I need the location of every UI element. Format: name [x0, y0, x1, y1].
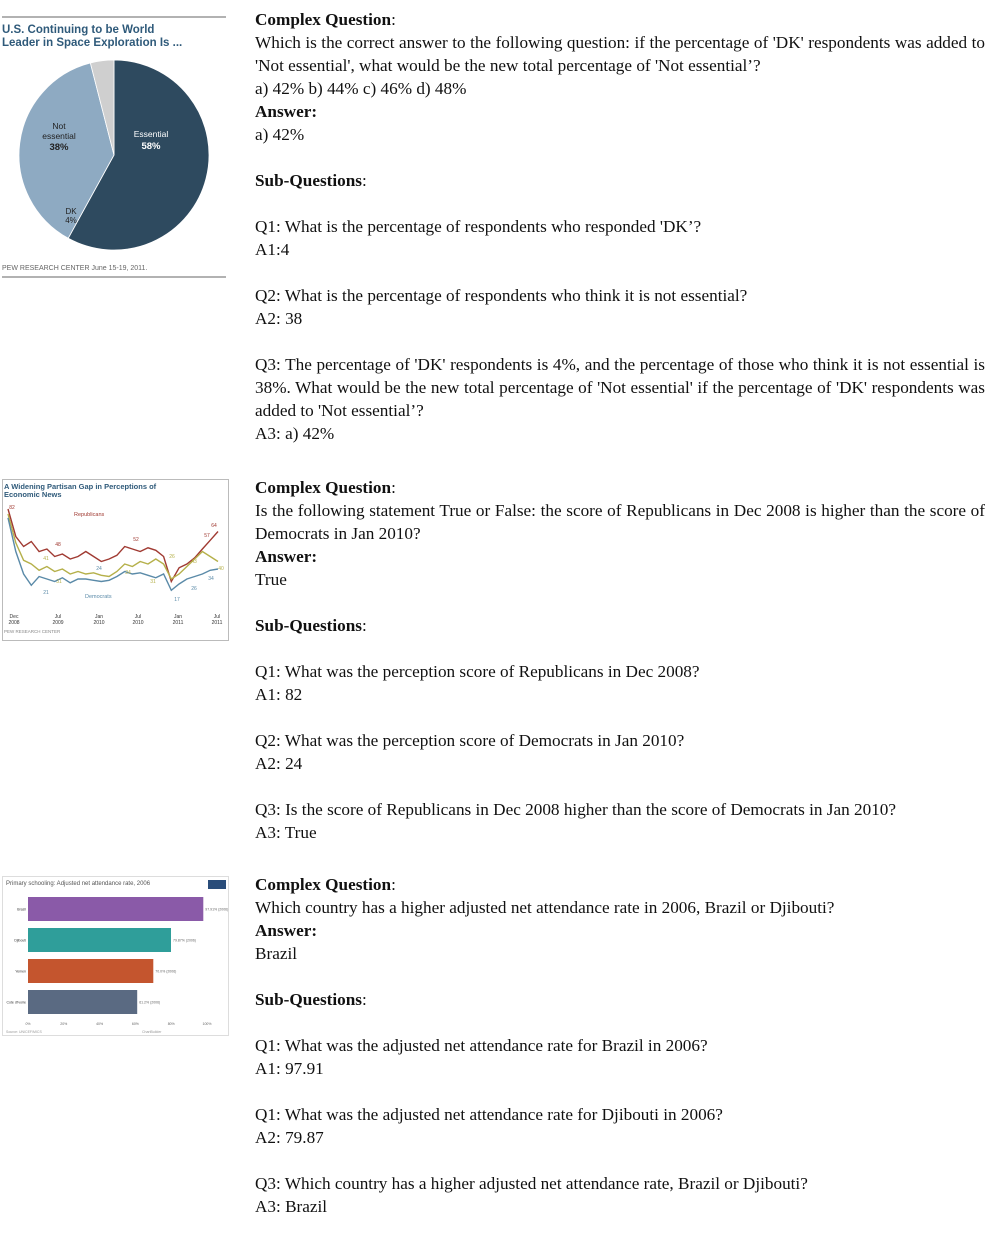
bar-brazil [28, 897, 203, 921]
pie-label-dk: DK [65, 207, 77, 216]
bar-value-label: 70.0% (2006) [155, 969, 177, 974]
point-label: 41 [43, 556, 49, 562]
sub-question-1: Q1: What was the adjusted net attendance rate for Brazil in 2006? [255, 1036, 708, 1055]
point-label: 24 [125, 570, 131, 576]
colon: : [362, 990, 367, 1009]
sub-questions-label: Sub-Questions [255, 616, 362, 635]
bar-chart [2, 876, 229, 1036]
legend-republicans: Republicans [74, 512, 105, 518]
sub-question-3: Q3: Is the score of Republicans in Dec 2008 higher than the score of Democrats in Jan 2010? [255, 800, 897, 819]
x-tick-label: 0% [25, 1022, 31, 1026]
point-label: 40 [218, 566, 224, 572]
complex-question-text: Which country has a higher adjusted net attendance rate in 2006, Brazil or Djibouti? [255, 898, 835, 917]
point-label: 21 [43, 590, 49, 596]
sub-answer-2: A2: 79.87 [255, 1128, 324, 1147]
complex-question-label: Complex Question [255, 478, 392, 497]
x-tick-label: 100% [202, 1022, 212, 1026]
bar-title: Primary schooling: Adjusted net attendance rate, 2006 [6, 881, 151, 887]
bar-category-label: Yemen [15, 969, 26, 974]
pie-title-line2: Leader in Space Exploration Is ... [2, 37, 183, 49]
pie-title-line1: U.S. Continuing to be World [2, 24, 155, 36]
line-title-1: A Widening Partisan Gap in Perceptions of [4, 482, 157, 491]
complex-question-label: Complex Question [255, 875, 392, 894]
pie-slices [19, 60, 209, 250]
bar-category-label: Djibouti [14, 938, 26, 943]
bar-value-label: 97.91% (2006) [205, 907, 229, 912]
pie-label-not-1: Not [52, 121, 66, 131]
x-tick-label: 60% [131, 1022, 139, 1026]
point-label: 57 [204, 533, 210, 539]
bar-category-label: Brazil [17, 907, 26, 912]
pie-label-essential: Essential [133, 129, 169, 139]
sub-questions-label: Sub-Questions [255, 171, 362, 190]
colon: : [362, 171, 367, 190]
sub-answer-3: A3: a) 42% [255, 424, 335, 443]
sub-answer-1: A1:4 [255, 240, 290, 259]
sub-answer-1: A1: 82 [255, 685, 303, 704]
x-tick-label: Jan [94, 614, 104, 620]
point-label: 26 [169, 554, 175, 560]
answer-label: Answer: [255, 547, 318, 566]
colon: : [391, 478, 396, 497]
pie-label-not-2: essential [42, 131, 76, 141]
x-tick-label: 40% [96, 1022, 104, 1026]
x-tick-label: 2009 [52, 620, 64, 626]
point-label: 82 [9, 505, 15, 511]
bar-cote-d-ivoire [28, 990, 137, 1014]
x-tick-label: 2010 [132, 620, 144, 626]
line-source: PEW RESEARCH CENTER [4, 629, 61, 634]
point-label: 52 [133, 537, 139, 543]
bar-djibouti [28, 928, 171, 952]
answer-text: True [255, 570, 287, 589]
x-tick-label: Jul [134, 614, 142, 620]
point-label: 43 [191, 559, 197, 565]
answer-text: a) 42% [255, 125, 305, 144]
question-block-1 [255, 8, 985, 445]
point-label: 24 [96, 566, 102, 572]
sub-answer-3: A3: True [255, 823, 317, 842]
pie-label-not-pct: 38% [49, 142, 69, 153]
x-tick-label: 80% [167, 1022, 175, 1026]
bar-value-label: 61.2% (2006) [139, 1000, 161, 1005]
line-title-2: Economic News [4, 490, 62, 499]
sub-answer-1: A1: 97.91 [255, 1059, 324, 1078]
pie-chart [2, 16, 226, 278]
point-label: 26 [191, 586, 197, 592]
x-tick-label: Jan [173, 614, 183, 620]
sub-answer-3: A3: Brazil [255, 1197, 328, 1216]
pie-label-essential-pct: 58% [141, 141, 161, 152]
bar-yemen [28, 959, 153, 983]
question-block-3 [255, 873, 985, 1218]
answer-options: a) 42% b) 44% c) 46% d) 48% [255, 79, 467, 98]
bar-source: Source: UNICEF/MICS [6, 1030, 42, 1034]
complex-question-text: Which is the correct answer to the following question: if the percentage of 'DK' respondents was added to 'Not essential', what would be the new total percentage of 'Not essential’? [255, 33, 985, 75]
logo-badge [208, 880, 226, 889]
bar-value-label: 79.87% (2006) [173, 938, 196, 943]
pie-source: PEW RESEARCH CENTER June 15-19, 2011. [2, 265, 148, 272]
answer-label: Answer: [255, 102, 318, 121]
complex-question-label: Complex Question [255, 10, 392, 29]
sub-question-1: Q1: What is the percentage of respondents who responded 'DK’? [255, 217, 702, 236]
legend-democrats: Democrats [85, 594, 112, 600]
pie-chart-thumbnail [2, 16, 226, 278]
point-label: 34 [208, 576, 214, 582]
sub-question-3: Q3: The percentage of 'DK' respondents is 4%, and the percentage of those who think it is not essential is 38%. What would be the new total percentage of 'Not essential' if the percentage of 'DK' respondents was added to 'Not essential’? [255, 355, 985, 420]
sub-answer-2: A2: 24 [255, 754, 303, 773]
pie-label-dk-pct: 4% [65, 216, 77, 225]
colon: : [391, 10, 396, 29]
point-label: 48 [55, 542, 61, 548]
x-tick-label: Jul [54, 614, 62, 620]
sub-question-1: Q1: What was the perception score of Republicans in Dec 2008? [255, 662, 700, 681]
x-tick-label: 2010 [93, 620, 105, 626]
line-chart-thumbnail [2, 479, 229, 641]
answer-label: Answer: [255, 921, 318, 940]
complex-question-text: Is the following statement True or False: the score of Republicans in Dec 2008 is higher than the score of Democrats in Jan 2010? [255, 501, 985, 543]
x-tick-label: Jul [213, 614, 221, 620]
sub-questions-label: Sub-Questions [255, 990, 362, 1009]
line-chart [2, 479, 229, 641]
bar-chart-thumbnail [2, 876, 229, 1036]
point-label: 31 [56, 579, 62, 585]
point-label: 31 [150, 579, 156, 585]
sub-question-2: Q2: What was the perception score of Democrats in Jan 2010? [255, 731, 685, 750]
x-tick-label: 2008 [8, 620, 20, 626]
colon: : [362, 616, 367, 635]
sub-question-3: Q3: Which country has a higher adjusted net attendance rate, Brazil or Djibouti? [255, 1174, 808, 1193]
sub-answer-2: A2: 38 [255, 309, 303, 328]
colon: : [391, 875, 396, 894]
sub-question-2: Q1: What was the adjusted net attendance rate for Djibouti in 2006? [255, 1105, 723, 1124]
sub-question-2: Q2: What is the percentage of respondents who think it is not essential? [255, 286, 748, 305]
x-tick-label: 2011 [172, 620, 184, 626]
question-block-2 [255, 476, 985, 844]
bar-note: ChartBuilder [142, 1030, 162, 1034]
x-tick-label: 20% [60, 1022, 68, 1026]
point-label: 17 [174, 597, 180, 603]
point-label: 64 [211, 523, 217, 529]
x-tick-label: Dec [9, 614, 19, 620]
x-tick-label: 2011 [211, 620, 223, 626]
answer-text: Brazil [255, 944, 297, 963]
bar-category-label: Cote d'Ivoire [6, 1000, 26, 1005]
